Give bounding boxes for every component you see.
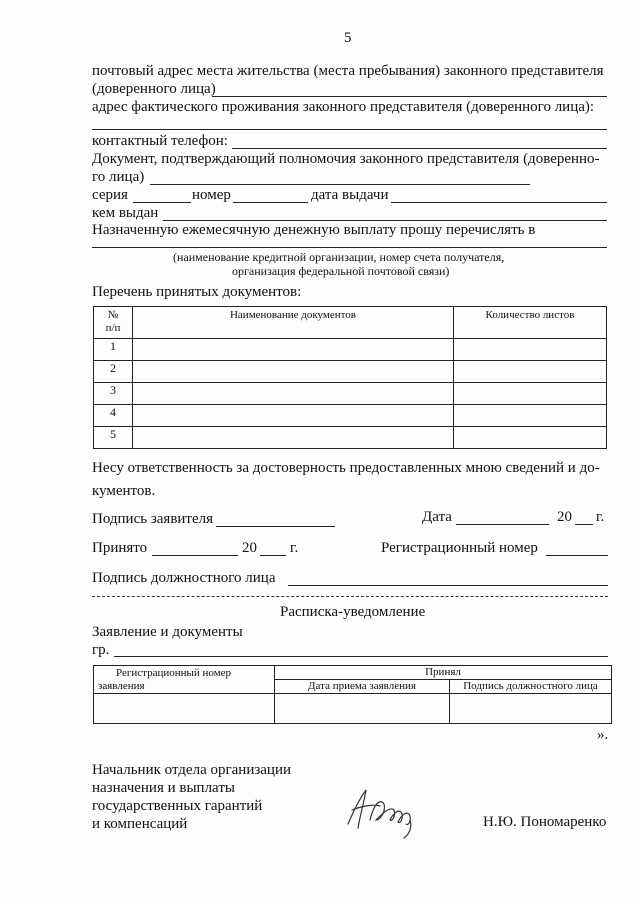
row-doc-name-cell[interactable] [133,427,454,449]
payment-hint: (наименование кредитной организации, номер счета получателя, [173,250,505,264]
authority-doc-label-cont: го лица) [92,169,145,185]
row-doc-name-cell[interactable] [133,361,454,383]
actual-address-label: адрес фактического проживания законного представителя (доверенного лица): [92,99,595,115]
row-sheets-cell[interactable] [454,383,607,405]
col-reg-line1: Регистрационный номер [116,667,232,679]
number-label: номер [192,187,231,203]
accepted-date-field[interactable] [152,555,238,556]
table-row [94,361,607,383]
phone-field[interactable] [232,148,607,149]
issued-by-field[interactable] [163,220,607,221]
issue-date-field[interactable] [391,202,607,203]
closing-quote: ». [597,727,609,743]
row-sheets-cell[interactable] [454,339,607,361]
receipt-date-cell[interactable] [275,694,450,724]
page-number: 5 [344,30,352,46]
declaration-text: Несу ответственность за достоверность предоставленных мною сведений и до- [92,460,600,476]
row-number: 4 [94,405,133,427]
documents-table [93,306,607,449]
col-number-header [94,307,133,339]
col-date-header: Дата приема заявления [275,680,450,694]
reg-number-cell[interactable] [94,694,275,724]
reg-number-label: Регистрационный номер [381,540,538,556]
row-doc-name-cell[interactable] [133,383,454,405]
table-row [94,405,607,427]
declaration-text-cont: кументов. [92,483,156,499]
payment-field[interactable] [92,247,607,248]
table-row [94,383,607,405]
accepted-year-field[interactable] [260,555,286,556]
citizen-label: гр. [92,642,110,658]
phone-label: контактный телефон: [92,133,228,149]
series-label: серия [92,187,128,203]
applicant-signature-field[interactable] [216,526,335,527]
receipt-statement: Заявление и документы [92,624,243,640]
table-row [94,694,612,724]
issue-date-label: дата выдачи [311,187,389,203]
row-number: 5 [94,427,133,449]
applicant-signature-label: Подпись заявителя [92,511,214,527]
col-sheets-header: Количество листов [454,307,607,339]
signatory-name: Н.Ю. Пономаренко [483,814,607,830]
authority-doc-field[interactable] [150,184,530,185]
official-signature-cell[interactable] [450,694,612,724]
row-sheets-cell[interactable] [454,427,607,449]
date-label: Дата [422,509,452,525]
year-suffix: г. [596,509,605,525]
accepted-year-prefix: 20 [242,540,257,556]
cut-line [92,596,608,597]
reg-number-field[interactable] [546,555,608,556]
official-signature-field[interactable] [288,585,608,586]
actual-address-field[interactable] [92,129,607,130]
postal-address-label-cont: (доверенного лица) [92,81,216,97]
row-doc-name-cell[interactable] [133,339,454,361]
documents-title: Перечень принятых документов: [92,284,302,300]
col-reg-header [94,666,275,694]
year-prefix: 20 [557,509,572,525]
col-number-line2: п/п [105,322,121,334]
position-line-1: Начальник отдела организации [92,762,292,778]
official-signature-label: Подпись должностного лица [92,570,276,586]
col-sign-header: Подпись должностного лица [450,680,612,694]
authority-doc-label: Документ, подтверждающий полномочия законного представителя (доверенно- [92,151,600,167]
payment-label: Назначенную ежемесячную денежную выплату прошу перечислять в [92,222,536,238]
handwritten-signature [340,780,430,840]
col-reg-line2: заявления [98,680,145,692]
row-sheets-cell[interactable] [454,361,607,383]
citizen-field[interactable] [114,656,608,657]
row-number: 2 [94,361,133,383]
row-doc-name-cell[interactable] [133,405,454,427]
position-line-3: государственных гарантий [92,798,263,814]
receipt-table [93,665,612,724]
accepted-year-suffix: г. [290,540,299,556]
col-number-line1: № [107,309,119,321]
date-field[interactable] [456,524,549,525]
receipt-title: Расписка-уведомление [280,604,426,620]
payment-hint-cont: организация федеральной почтовой связи) [232,264,450,278]
table-row [94,427,607,449]
issued-by-label: кем выдан [92,205,159,221]
row-number: 1 [94,339,133,361]
postal-address-field[interactable] [212,96,607,97]
position-line-4: и компенсаций [92,816,188,832]
position-line-2: назначения и выплаты [92,780,235,796]
row-number: 3 [94,383,133,405]
col-accepted-header: Принял [275,666,612,680]
row-sheets-cell[interactable] [454,405,607,427]
table-row [94,339,607,361]
number-field[interactable] [233,202,308,203]
postal-address-label: почтовый адрес места жительства (места пребывания) законного представителя [92,63,604,79]
accepted-label: Принято [92,540,148,556]
series-field[interactable] [133,202,191,203]
year-field[interactable] [575,524,593,525]
col-name-header: Наименование документов [133,307,454,339]
